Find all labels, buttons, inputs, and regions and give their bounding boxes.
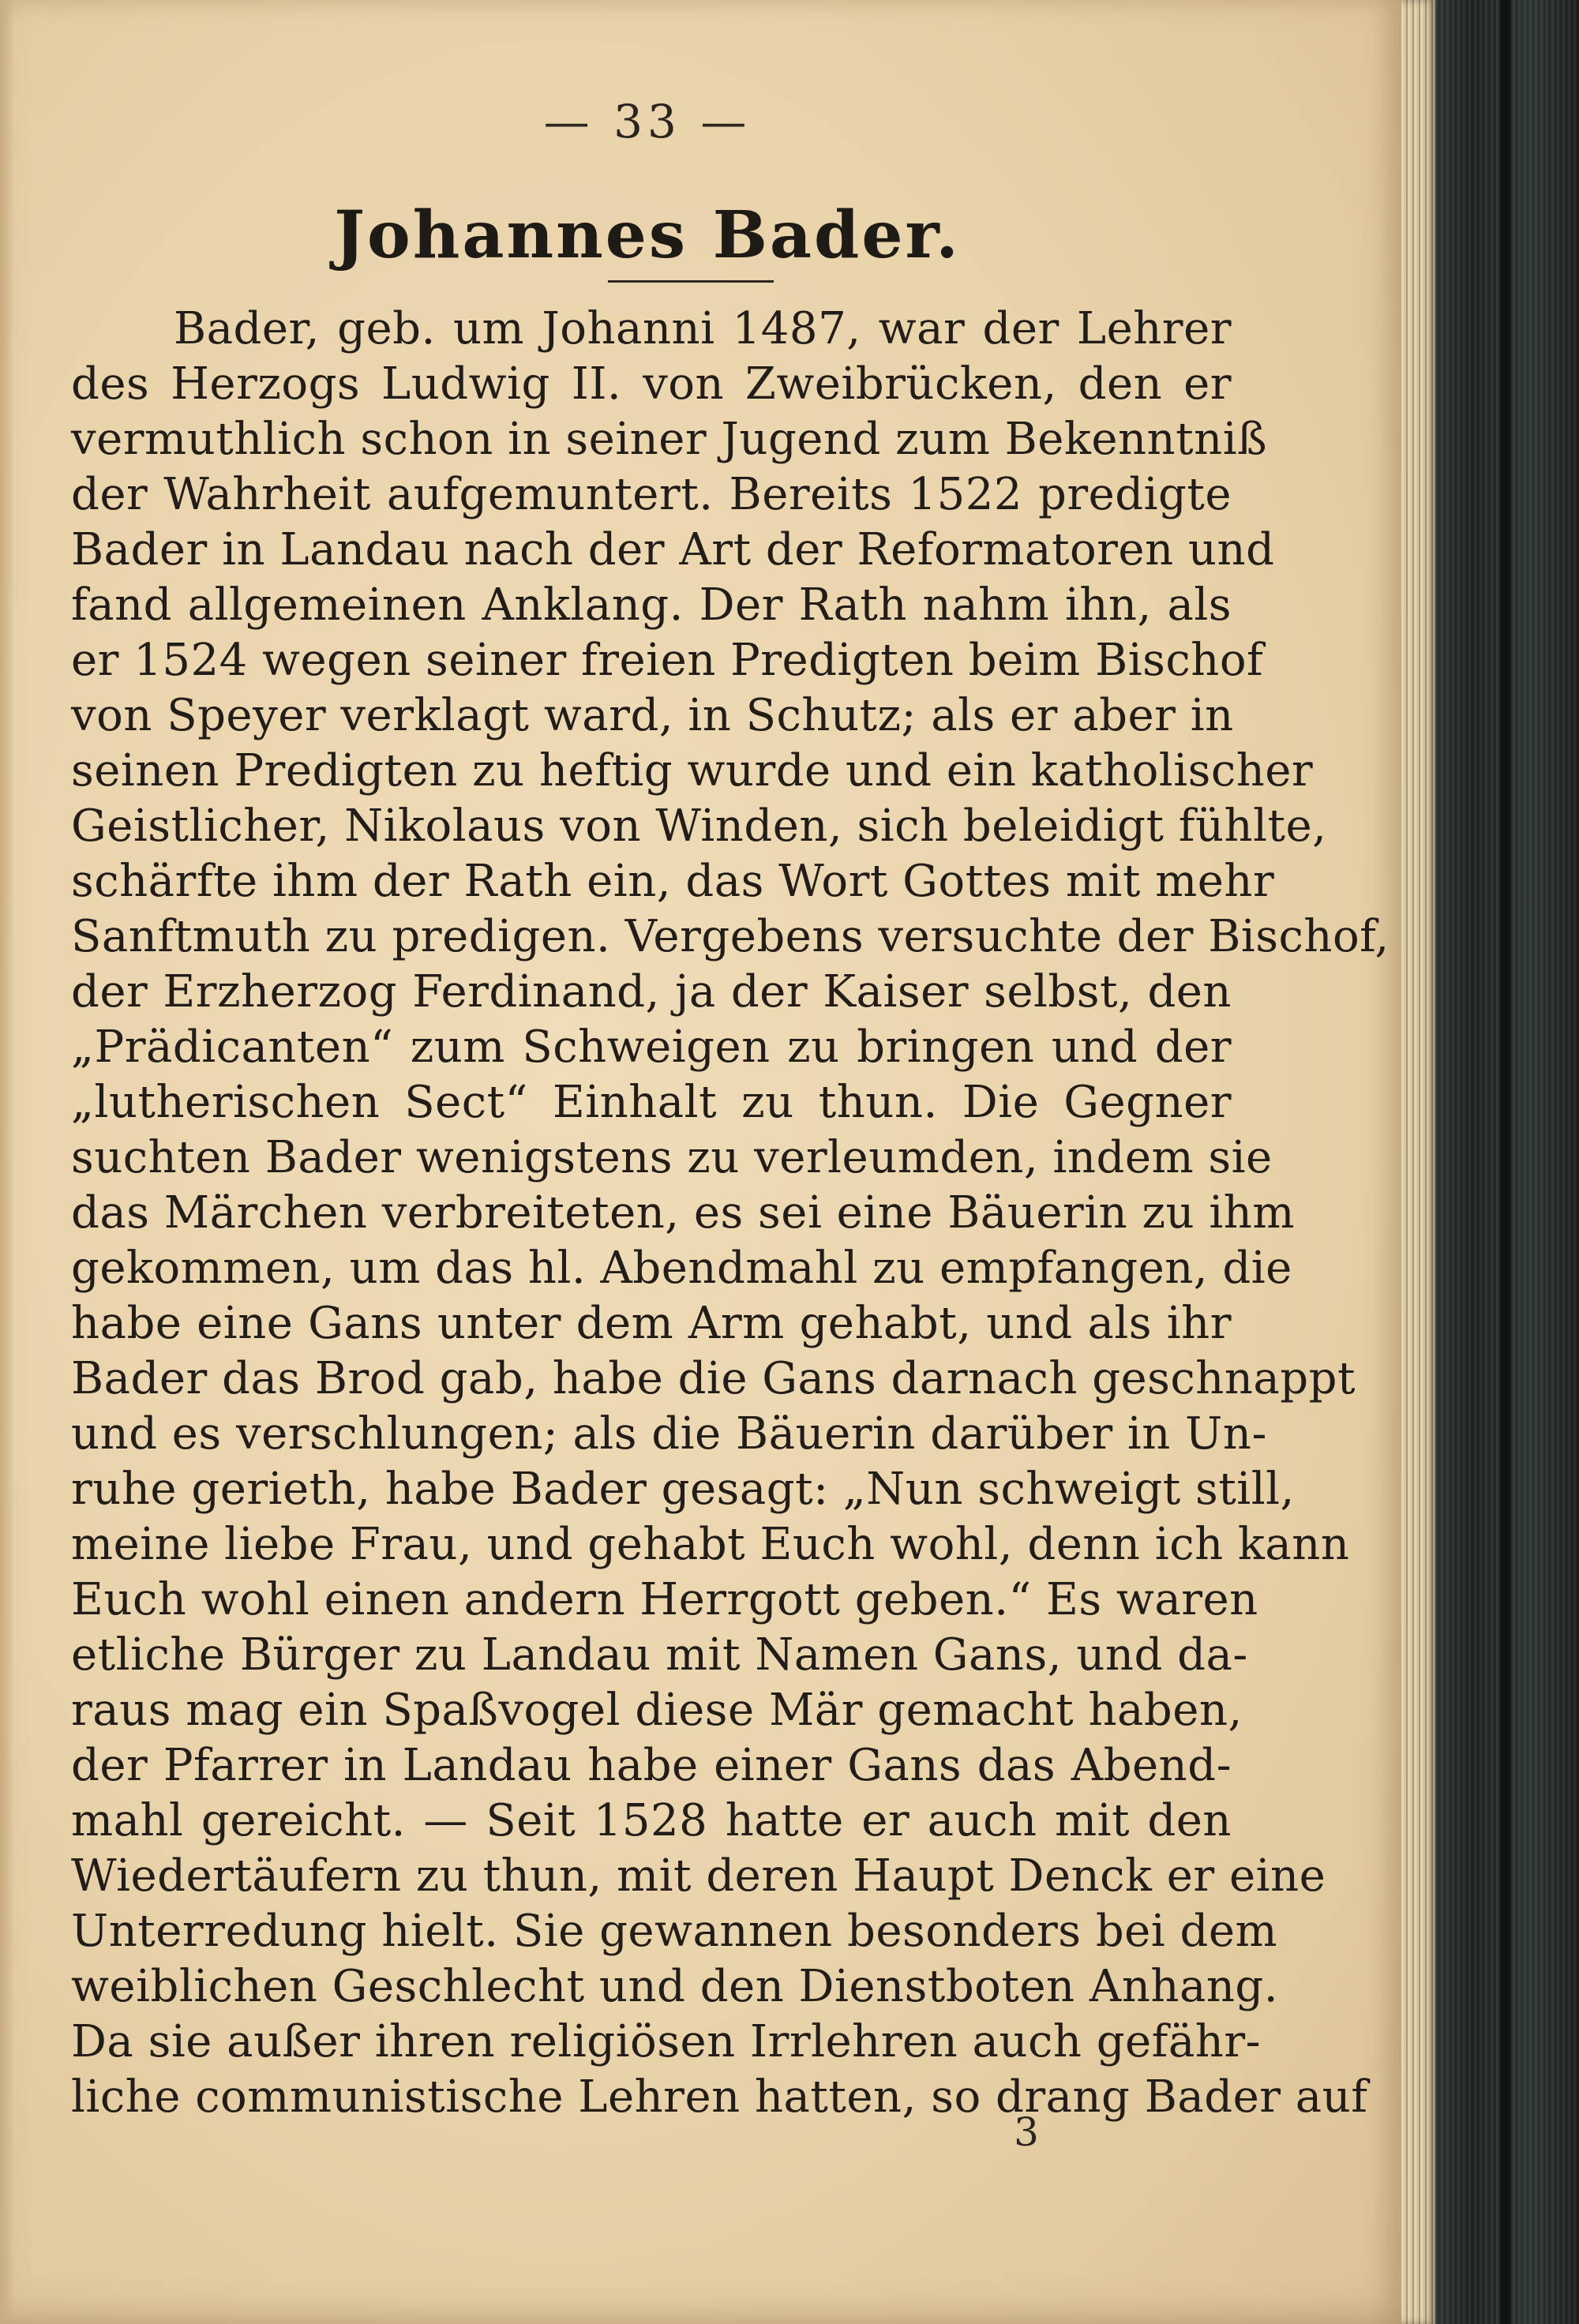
text-line: raus mag ein Spaßvogel diese Mär gemacht haben,: [71, 1685, 1243, 1736]
text-line: gekommen, um das hl. Abendmahl zu empfangen, die: [71, 1243, 1292, 1294]
text-line: von Speyer verklagt ward, in Schutz; als er aber in: [71, 690, 1234, 741]
text-line: schärfte ihm der Rath ein, das Wort Gottes mit mehr: [71, 856, 1275, 907]
text-line: ruhe gerieth, habe Bader gesagt: „Nun schweigt still,: [71, 1464, 1295, 1515]
book-cover: [1413, 0, 1579, 2324]
text-line: etliche Bürger zu Landau mit Namen Gans, und da-: [71, 1629, 1248, 1681]
text-line: Bader, geb. um Johanni 1487, war der Lehrer: [174, 303, 1232, 354]
page-edges: [1397, 0, 1435, 2324]
text-line: er 1524 wegen seiner freien Predigten beim Bischof: [71, 635, 1264, 686]
cover-spine-stripe: [1500, 0, 1511, 2324]
text-line: Unterredung hielt. Sie gewannen besonders bei dem: [71, 1906, 1278, 1957]
text-line: fand allgemeinen Anklang. Der Rath nahm ihn, als: [71, 579, 1232, 631]
text-line: des Herzogs Ludwig II. von Zweibrücken, den er: [71, 358, 1232, 410]
text-line: habe eine Gans unter dem Arm gehabt, und als ihr: [71, 1298, 1232, 1349]
text-line: das Märchen verbreiteten, es sei eine Bäuerin zu ihm: [71, 1187, 1295, 1239]
text-line: der Wahrheit aufgemuntert. Bereits 1522 predigte: [71, 469, 1232, 520]
text-line: weiblichen Geschlecht und den Dienstboten Anhang.: [71, 1961, 1279, 2012]
text-line: Bader das Brod gab, habe die Gans darnach geschnappt: [71, 1353, 1356, 1404]
text-line: liche communistische Lehren hatten, so drang Bader auf: [71, 2071, 1368, 2123]
text-line: und es verschlungen; als die Bäuerin darüber in Un-: [71, 1408, 1267, 1460]
title-divider: [608, 280, 774, 283]
text-line: Euch wohl einen andern Herrgott geben.“ Es waren: [71, 1574, 1258, 1625]
text-line: „Prädicanten“ zum Schweigen zu bringen und der: [71, 1021, 1232, 1073]
text-line: meine liebe Frau, und gehabt Euch wohl, denn ich kann: [71, 1519, 1350, 1570]
text-line: mahl gereicht. — Seit 1528 hatte er auch mit den: [71, 1795, 1232, 1846]
page-gutter-shadow: [0, 0, 14, 2324]
text-line: „lutherischen Sect“ Einhalt zu thun. Die Gegner: [71, 1077, 1232, 1128]
body-text: [71, 302, 1390, 2125]
signature-mark: 3: [1014, 2109, 1039, 2155]
text-line: Sanftmuth zu predigen. Vergebens versuchte der Bischof,: [71, 911, 1390, 962]
text-line: Da sie außer ihren religiösen Irrlehren auch gefähr-: [71, 2016, 1262, 2067]
text-line: der Pfarrer in Landau habe einer Gans das Abend-: [71, 1740, 1232, 1791]
section-title: Johannes Bader.: [334, 197, 961, 273]
text-line: Bader in Landau nach der Art der Reformatoren und: [71, 524, 1275, 575]
page-number-header: — 33 —: [543, 95, 752, 148]
text-line: suchten Bader wenigstens zu verleumden, indem sie: [71, 1132, 1273, 1183]
text-line: Wiedertäufern zu thun, mit deren Haupt Denck er eine: [71, 1850, 1326, 1902]
text-line: Geistlicher, Nikolaus von Winden, sich beleidigt fühlte,: [71, 800, 1327, 852]
text-line: seinen Predigten zu heftig wurde und ein katholischer: [71, 745, 1314, 797]
text-line: vermuthlich schon in seiner Jugend zum Bekenntniß: [71, 414, 1268, 465]
text-line: der Erzherzog Ferdinand, ja der Kaiser selbst, den: [71, 966, 1232, 1018]
